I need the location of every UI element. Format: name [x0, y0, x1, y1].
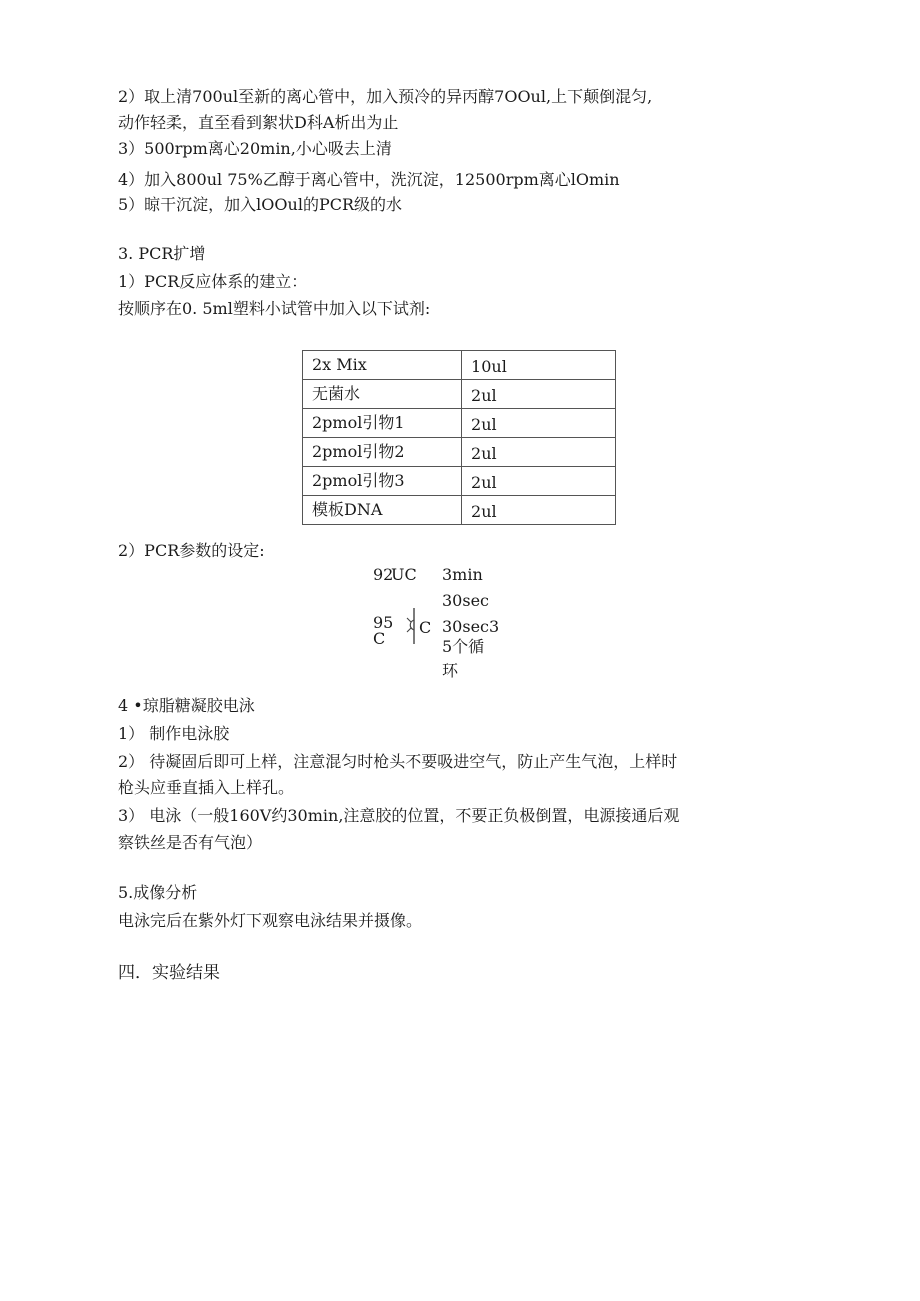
- reagent-volume-cell: 10ul: [462, 351, 616, 380]
- electrophoresis-step-2-line-2: 枪头应垂直插入上样孔。: [118, 778, 295, 797]
- electrophoresis-step-3-line-2: 察铁丝是否有气泡）: [118, 833, 263, 852]
- section-heading-imaging: 5.成像分析: [118, 883, 198, 902]
- paragraph-step-3: 3）500rpm离心20min,小心吸去上清: [118, 139, 392, 158]
- reagent-name-cell: 2pmol引物3: [303, 467, 462, 496]
- reagent-volume-cell: 2ul: [462, 438, 616, 467]
- reagent-name-cell: 2pmol引物1: [303, 409, 462, 438]
- pcr-temp-label-a: 92: [373, 565, 394, 584]
- pcr-time-anneal: 30sec3: [442, 617, 500, 636]
- reagent-volume-cell: 2ul: [462, 409, 616, 438]
- paragraph-step-5: 5）晾干沉淀，加入lOOul的PCR级的水: [118, 195, 403, 214]
- reagent-row: [303, 438, 616, 467]
- paragraph-step-4: 4）加入800ul 75%乙醇于离心管中，洗沉淀，12500rpm离心lOmin: [118, 170, 620, 189]
- pcr-cycles-line-1: 5个循: [442, 637, 485, 656]
- paragraph-step-2-line-2: 动作轻柔，直至看到絮状D科A析出为止: [118, 113, 399, 132]
- pcr-temp-label-e: C: [419, 618, 432, 637]
- electrophoresis-step-3-line-1: 3） 电泳（一般160V约30min,注意胶的位置，不要正负极倒置，电源接通后观: [118, 806, 680, 825]
- section-heading-electrophoresis: 4 •琼脂糖凝胶电泳: [118, 696, 255, 715]
- pcr-cycles-line-2: 环: [442, 661, 459, 680]
- reagent-volume-cell: 2ul: [462, 467, 616, 496]
- paragraph-step-2-line-1: 2）取上清700ul至新的离心管中，加入预冷的异丙醇7OOul,上下颠倒混匀,: [118, 87, 653, 106]
- reagent-row: [303, 496, 616, 525]
- electrophoresis-step-1: 1） 制作电泳胶: [118, 724, 230, 743]
- imaging-instruction: 电泳完后在紫外灯下观察电泳结果并摄像。: [118, 911, 423, 930]
- pcr-time-initial: 3min: [442, 565, 483, 584]
- reagent-volume-cell: 2ul: [462, 496, 616, 525]
- pcr-temp-label-b: UC: [391, 565, 417, 584]
- pcr-system-heading: 1）PCR反应体系的建立：: [118, 272, 308, 291]
- section-heading-pcr: 3. PCR扩增: [118, 244, 206, 263]
- pcr-time-denature: 30sec: [442, 591, 489, 610]
- pcr-system-instruction: 按顺序在0. 5ml塑料小试管中加入以下试剂:: [118, 299, 431, 318]
- electrophoresis-step-2-line-1: 2） 待凝固后即可上样，注意混匀时枪头不要吸进空气，防止产生气泡，上样时: [118, 752, 678, 771]
- reagent-name-cell: 2x Mix: [303, 351, 462, 380]
- reagent-row: [303, 467, 616, 496]
- section-heading-results: 四．实验结果: [118, 963, 220, 983]
- reagent-name-cell: 模板DNA: [303, 496, 462, 525]
- reagent-row: [303, 380, 616, 409]
- reagent-row: [303, 351, 616, 380]
- pcr-temp-label-d: C: [373, 629, 386, 648]
- reagent-volume-cell: 2ul: [462, 380, 616, 409]
- reagent-name-cell: 2pmol引物2: [303, 438, 462, 467]
- reagent-table: [302, 350, 616, 525]
- reagent-row: [303, 409, 616, 438]
- pcr-temp-label-c: 95: [373, 613, 394, 632]
- pcr-params-heading: 2）PCR参数的设定:: [118, 541, 265, 560]
- reagent-name-cell: 无菌水: [303, 380, 462, 409]
